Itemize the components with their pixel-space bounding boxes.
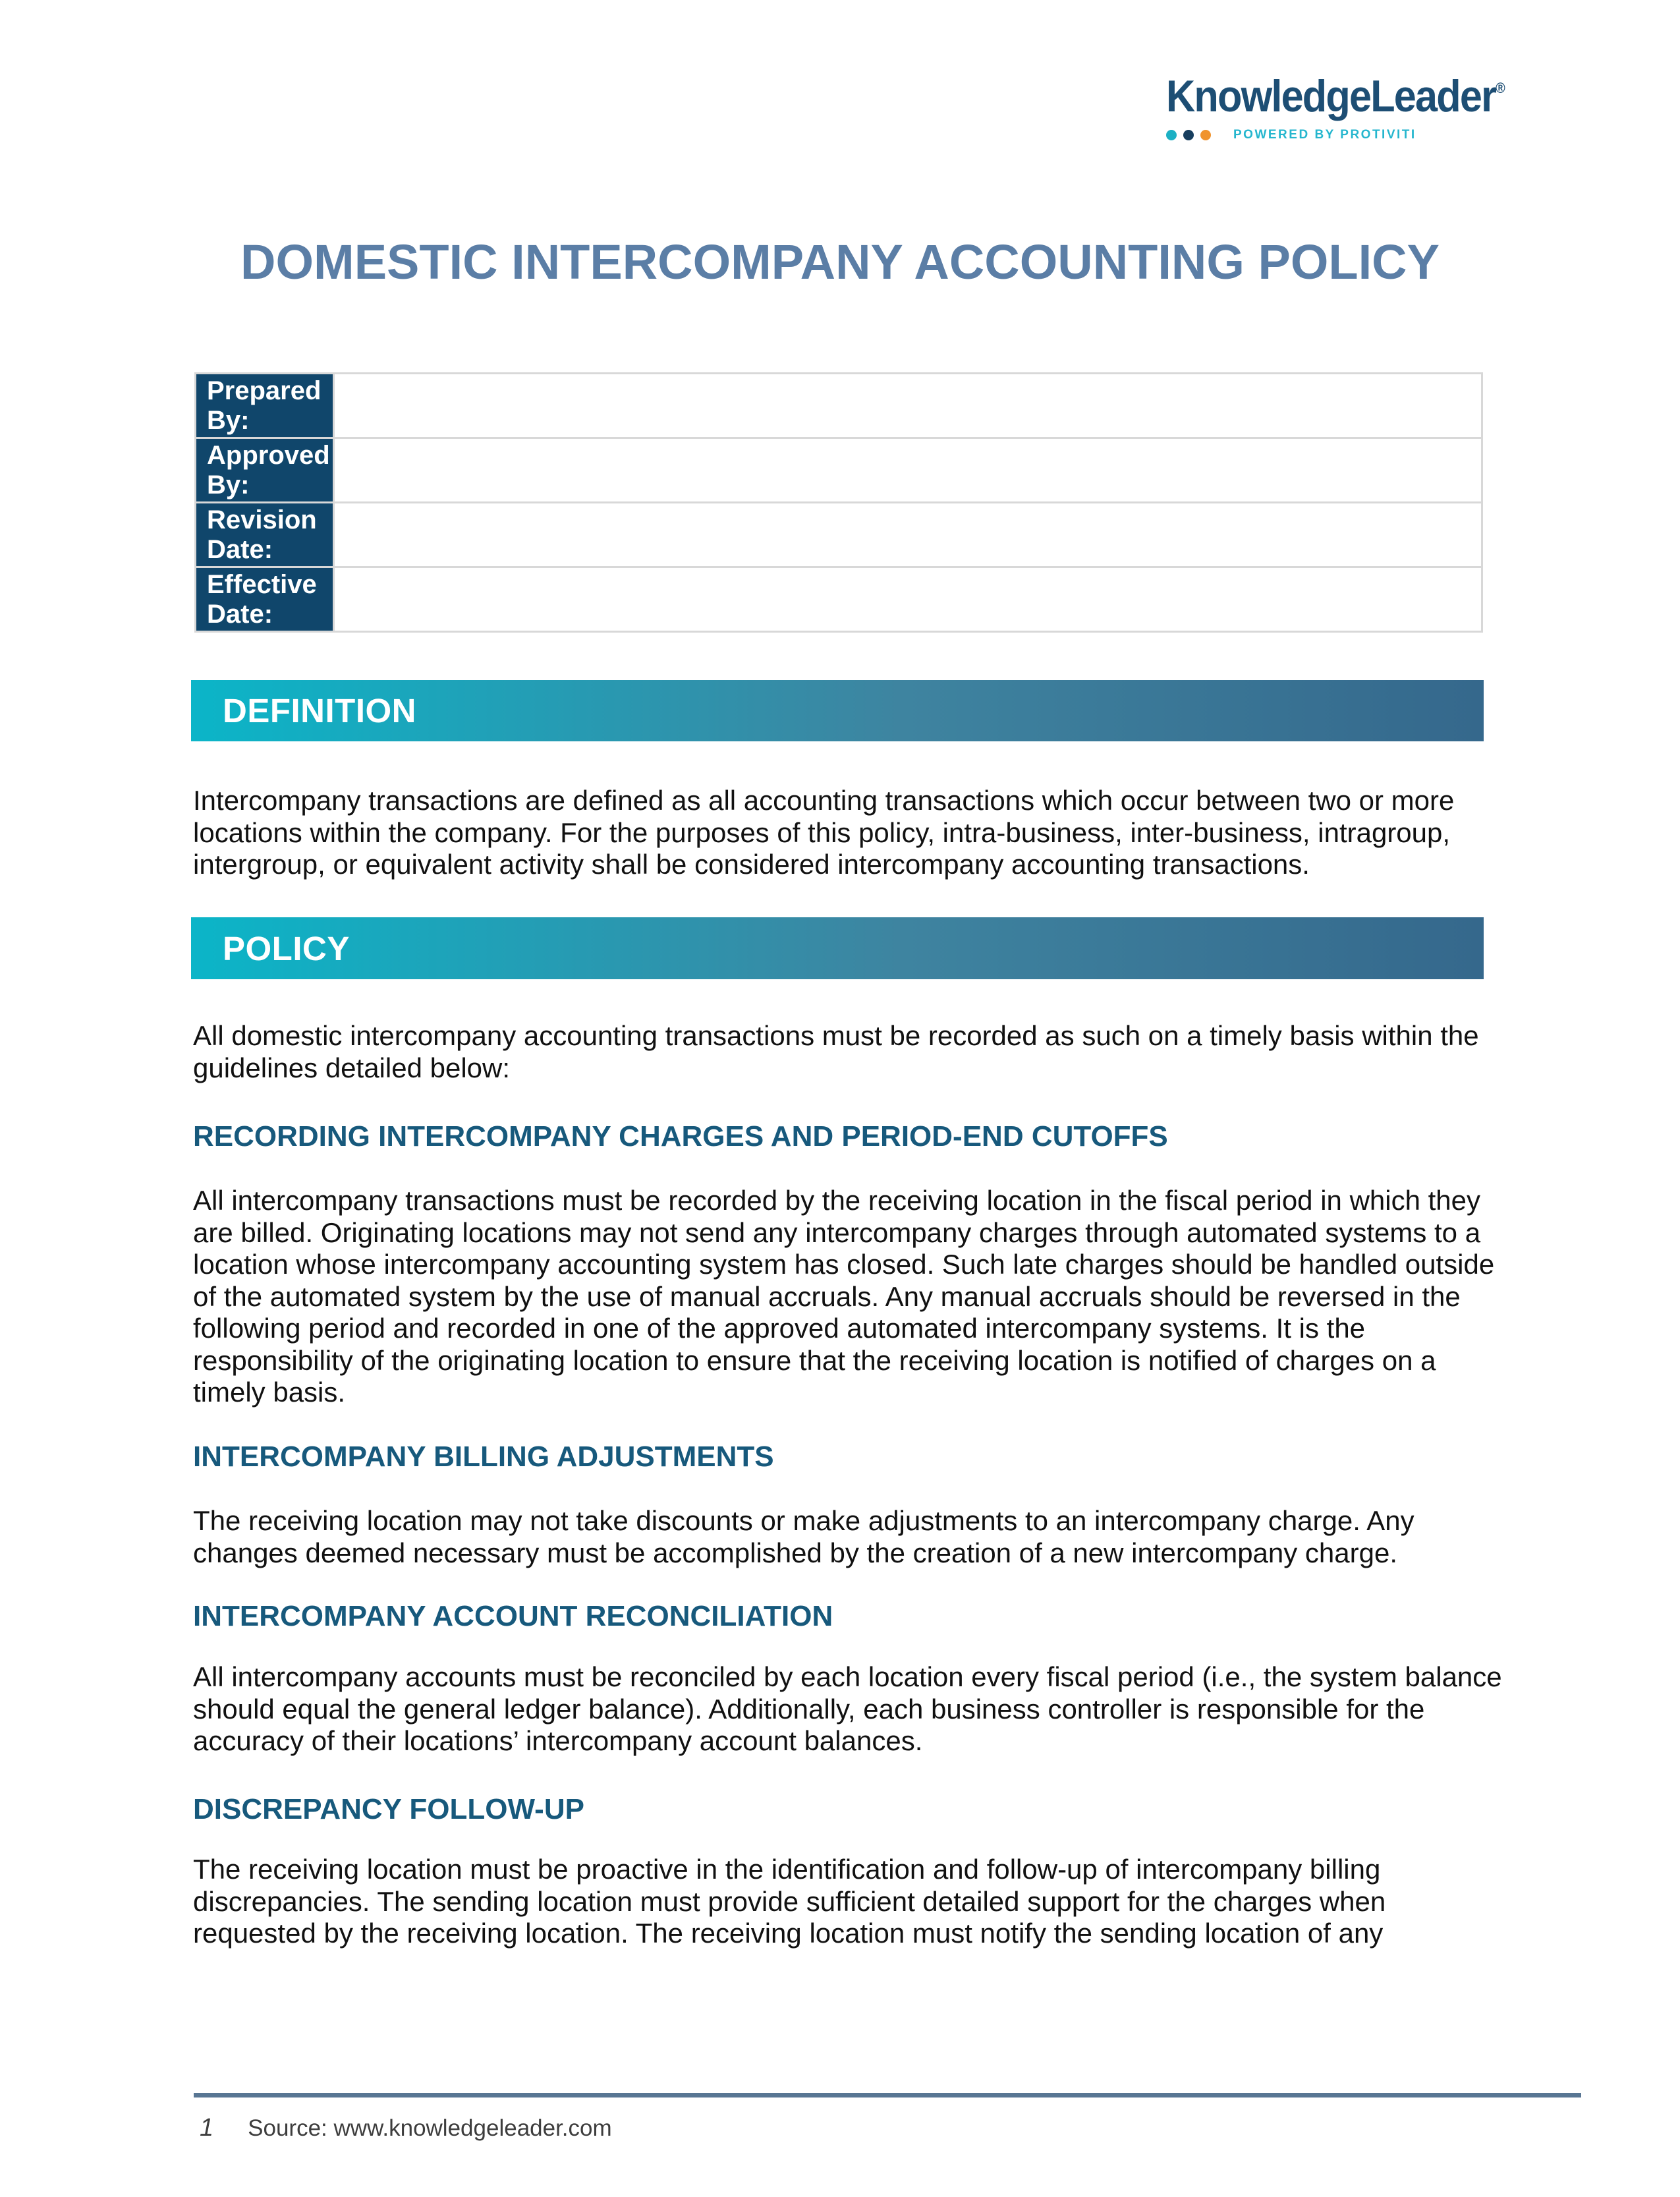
logo-wordmark-text [1166, 71, 1505, 121]
table-row-approved-by [196, 438, 1482, 503]
revision-date-label: Revision Date: [196, 503, 334, 567]
approved-by-label: Approved By: [196, 438, 334, 503]
discrepancy-follow-up-heading: DISCREPANCY FOLLOW-UP [193, 1793, 584, 1825]
definition-body-text: Intercompany transactions are defined as all accounting transactions which occur between two or more locations within the company. For the purposes of this policy, intra-business, inter-business, intragroup, intergroup, or equivalent activity shall be considered intercompany accounting transactions. [193, 785, 1455, 880]
footer-source-text: Source: www.knowledgeleader.com [248, 2115, 612, 2141]
recording-charges-body-text: All intercompany transactions must be recorded by the receiving location in the fiscal period in which they are billed. Originating locations may not send any intercompany charges through automated systems to a location whose intercompany accounting system has closed. Such late charges should be handled outside of the automated system by the use of manual accruals. Any manual accruals should be reversed in the following period and recorded in one of the approved automated intercompany systems. It is the responsibility of the originating location to ensure that the receiving location is notified of charges on a timely basis. [193, 1185, 1495, 1408]
definition-section-heading: DEFINITION [223, 692, 416, 729]
knowledgeleader-logo [1166, 71, 1543, 142]
approved-by-value-field[interactable] [334, 438, 1482, 503]
discrepancy-follow-up-body-text: The receiving location must be proactive in the identification and follow-up of intercompany billing discrepancies. The sending location must provide sufficient detailed support for the charges when requested by the receiving location. The receiving location must notify the sending location of any [193, 1854, 1386, 1949]
powered-by-protiviti-label: POWERED BY PROTIVITI [1233, 128, 1416, 142]
footer [200, 2115, 1583, 2140]
page-title: DOMESTIC INTERCOMPANY ACCOUNTING POLICY [240, 235, 1440, 289]
registered-trademark-icon: ® [1496, 80, 1505, 96]
revision-date-value-field[interactable] [334, 503, 1482, 567]
logo-text: KnowledgeLeader [1166, 71, 1496, 121]
billing-adjustments-heading: INTERCOMPANY BILLING ADJUSTMENTS [193, 1441, 774, 1473]
prepared-by-value-field[interactable] [334, 374, 1482, 438]
policy-section-bar [191, 917, 1484, 979]
definition-section-bar [191, 680, 1484, 741]
billing-adjustments-body-text: The receiving location may not take discounts or make adjustments to an intercompany charge. Any changes deemed necessary must be accomplished by the creation of a new intercompany charge. [193, 1505, 1414, 1568]
footer-divider-rule [194, 2093, 1581, 2097]
recording-charges-heading: RECORDING INTERCOMPANY CHARGES AND PERIOD-END CUTOFFS [193, 1120, 1168, 1153]
prepared-by-label: Prepared By: [196, 374, 334, 438]
document-info-table [194, 372, 1483, 633]
table-row-prepared-by [196, 374, 1482, 438]
table-row-revision-date [196, 503, 1482, 567]
logo-tagline-row [1166, 128, 1543, 142]
logo-dot-navy-icon [1183, 130, 1194, 140]
account-reconciliation-body-text: All intercompany accounts must be reconciled by each location every fiscal period (i.e., the system balance should equal the general ledger balance). Additionally, each business controller is responsible for the accuracy of their locations’ intercompany account balances. [193, 1661, 1502, 1756]
effective-date-label: Effective Date: [196, 567, 334, 632]
page-number: 1 [200, 2114, 214, 2142]
effective-date-value-field[interactable] [334, 567, 1482, 632]
logo-dot-orange-icon [1200, 130, 1211, 140]
policy-intro-text: All domestic intercompany accounting transactions must be recorded as such on a timely basis within the guidelines detailed below: [193, 1020, 1479, 1083]
table-row-effective-date [196, 567, 1482, 632]
account-reconciliation-heading: INTERCOMPANY ACCOUNT RECONCILIATION [193, 1600, 833, 1632]
policy-section-heading: POLICY [223, 929, 350, 967]
logo-dot-teal-icon [1166, 130, 1177, 140]
